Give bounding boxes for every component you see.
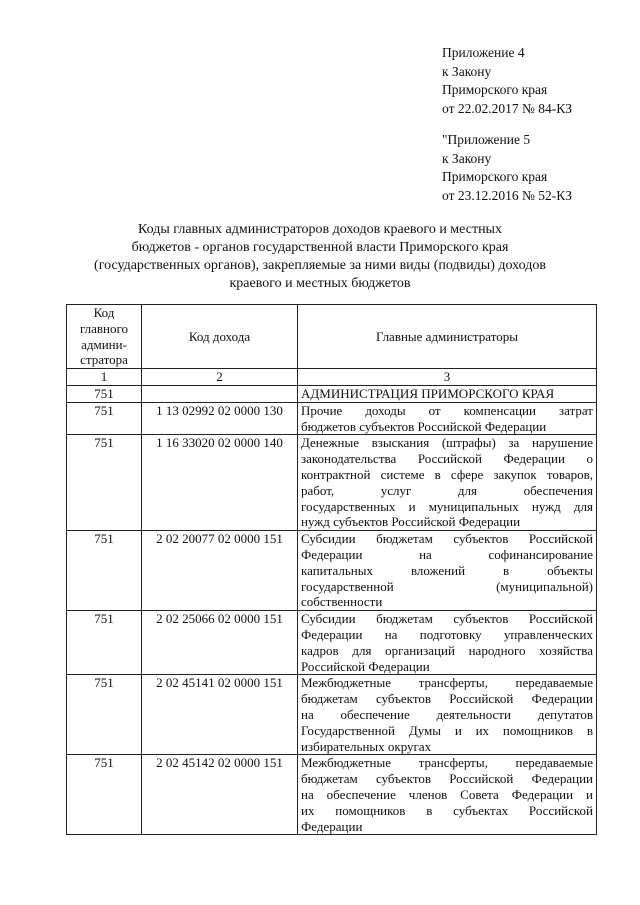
description-line: избирательных округах (301, 738, 432, 754)
table-row (67, 435, 597, 531)
admin-code-cell: 751 (67, 611, 142, 675)
income-code-cell: 2 02 25066 02 0000 151 (142, 611, 298, 675)
administrator-description-cell (298, 755, 597, 835)
appendix-line: от 23.12.2016 № 52-КЗ (442, 187, 572, 203)
income-code-cell: 2 02 20077 02 0000 151 (142, 531, 298, 611)
description-line: работ, услуг для обеспечения (301, 482, 593, 498)
description-line: Федерации (301, 818, 363, 834)
appendix-line: к Закону (442, 150, 492, 166)
description-line: Прочие доходы от компенсации затрат (301, 402, 593, 418)
header-administrators: Главные администраторы (298, 305, 597, 369)
admin-code-cell: 751 (67, 531, 142, 611)
admin-code-cell: 751 (67, 402, 142, 435)
title-line: Коды главных администраторов доходов краевого и местных (138, 222, 502, 237)
description-line: нужд субъектов Российской Федерации (301, 514, 521, 530)
administrator-description-cell (298, 385, 597, 402)
column-number: 3 (298, 369, 597, 386)
description-line: Федерации на подготовку управленческих (301, 626, 593, 642)
appendix-line: от 22.02.2017 № 84-КЗ (442, 100, 572, 116)
income-code-cell: 2 02 45141 02 0000 151 (142, 675, 298, 755)
admin-code-cell: 751 (67, 755, 142, 835)
description-line: Федерации на софинансирование (301, 546, 593, 562)
administrator-description-cell (298, 435, 597, 531)
description-line: бюджетов субъектов Российской Федерации (301, 418, 547, 434)
appendix-4-reference (442, 44, 632, 118)
table-row (67, 611, 597, 675)
admin-code-cell: 751 (67, 435, 142, 531)
income-code-cell: 1 16 33020 02 0000 140 (142, 435, 298, 531)
administrator-description-cell (298, 611, 597, 675)
description-line: собственности (301, 594, 383, 610)
description-line: Межбюджетные трансферты, передаваемые (301, 755, 593, 771)
administrator-description-cell (298, 402, 597, 435)
appendix-line: Приморского края (442, 169, 548, 184)
header-income-code: Код дохода (142, 305, 298, 369)
table-row (67, 755, 597, 835)
table-row (67, 675, 597, 755)
column-number: 1 (67, 369, 142, 386)
description-line: Межбюджетные трансферты, передаваемые (301, 675, 593, 691)
table-row (67, 385, 597, 402)
description-line: кадров для организаций народного хозяйства (301, 642, 593, 658)
administrators-table (66, 304, 597, 835)
title-line: краевого и местных бюджетов (229, 276, 411, 291)
income-code-cell: 1 13 02992 02 0000 130 (142, 402, 298, 435)
description-line: Государственной Думы и их помощников в (301, 722, 593, 738)
description-line: на обеспечение деятельности депутатов (301, 706, 593, 722)
table-header-row (67, 305, 597, 369)
admin-code-cell: 751 (67, 385, 142, 402)
appendix-line: к Закону (442, 63, 492, 79)
description-line: законодательства Российской Федерации о (301, 451, 593, 467)
title-line: (государственных органов), закрепляемые за ними виды (подвиды) доходов (94, 258, 546, 273)
document-title (60, 221, 580, 293)
description-line: на обеспечение членов Совета Федерации и (301, 786, 593, 802)
header-admin-code-line: Код (93, 305, 115, 320)
description-line: бюджетам субъектов Российской Федерации (301, 691, 593, 707)
header-admin-code-line: админи- (81, 336, 127, 352)
header-admin-code (67, 305, 142, 369)
description-line: их помощников в субъектах Российской (301, 802, 593, 818)
administrator-description-cell (298, 675, 597, 755)
description-line: государственных и муниципальных нужд для (301, 498, 593, 514)
appendix-line: "Приложение 5 (442, 132, 531, 147)
title-line: бюджетов - органов государственной власти Приморского края (131, 240, 509, 255)
appendix-line: Приложение 4 (442, 45, 525, 60)
table-body (67, 385, 597, 834)
admin-code-cell: 751 (67, 675, 142, 755)
description-line: государственной (муниципальной) (301, 578, 593, 594)
description-line: Денежные взыскания (штрафы) за нарушение (301, 435, 593, 451)
description-line: контрактной системе в сфере закупок товаров, (301, 466, 593, 482)
administrator-description-cell (298, 531, 597, 611)
description-line: капитальных вложений в объекты (301, 562, 593, 578)
description-line: Субсидии бюджетам субъектов Российской (301, 611, 593, 627)
income-code-cell: 2 02 45142 02 0000 151 (142, 755, 298, 835)
header-admin-code-line: стратора (80, 352, 128, 368)
header-admin-code-line: главного (79, 320, 129, 336)
column-number: 2 (142, 369, 298, 386)
description-line: бюджетам субъектов Российской Федерации (301, 771, 593, 787)
description-line: Российской Федерации (301, 658, 430, 674)
table-row (67, 402, 597, 435)
table-row (67, 531, 597, 611)
appendix-line: Приморского края (442, 82, 548, 97)
appendix-5-reference (442, 131, 632, 205)
description-line: АДМИНИСТРАЦИЯ ПРИМОРСКОГО КРАЯ (301, 385, 555, 401)
income-code-cell (142, 385, 298, 402)
description-line: Субсидии бюджетам субъектов Российской (301, 531, 593, 547)
column-number-row (67, 369, 597, 386)
